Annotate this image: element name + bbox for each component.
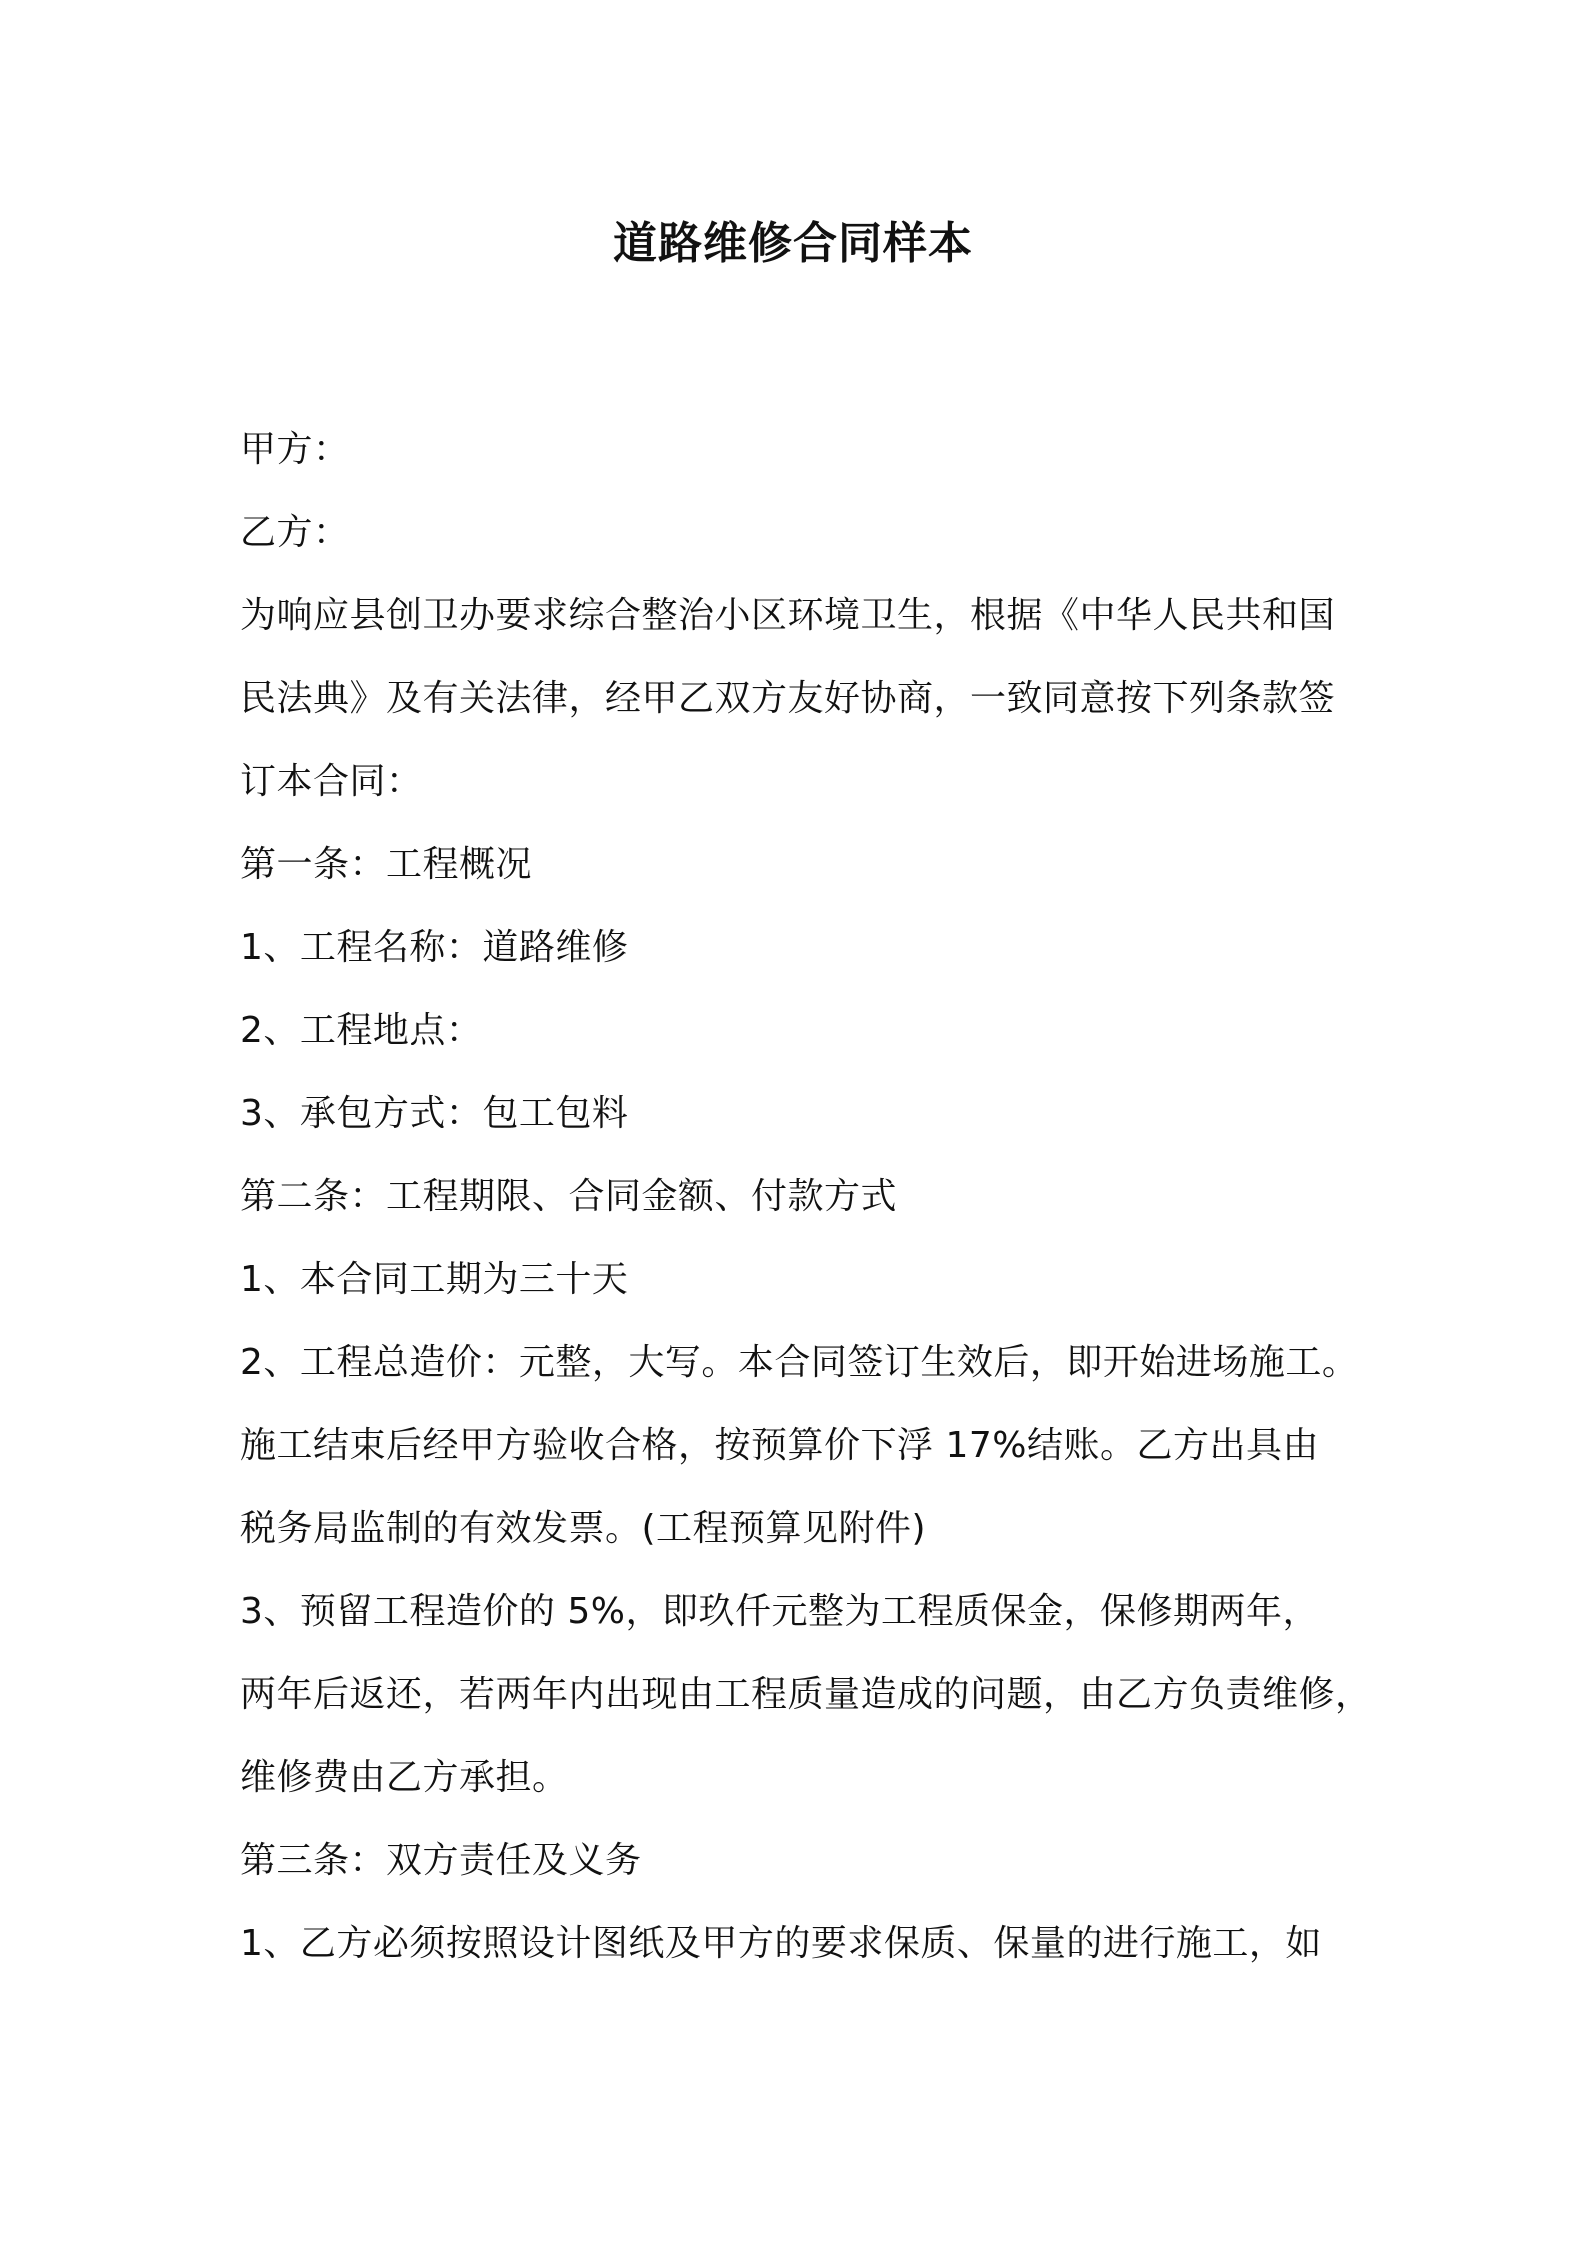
- preamble-line: 为响应县创卫办要求综合整治小区环境卫生，根据《中华人民共和国: [240, 595, 1336, 636]
- article-heading: 第二条：工程期限、合同金额、付款方式: [240, 1176, 898, 1217]
- clause-line: 施工结束后经甲方验收合格，按预算价下浮 17%结账。乙方出具由: [240, 1425, 1319, 1466]
- clause-line: 维修费由乙方承担。: [240, 1757, 569, 1798]
- clause-line: 1、本合同工期为三十天: [240, 1259, 629, 1300]
- preamble-line: 订本合同：: [240, 761, 423, 802]
- party-b-line: 乙方：: [240, 512, 350, 553]
- clause-line: 3、预留工程造价的 5%，即玖仟元整为工程质保金，保修期两年，: [240, 1591, 1319, 1632]
- clause-line: 税务局监制的有效发票。(工程预算见附件): [240, 1508, 927, 1549]
- clause-line: 1、乙方必须按照设计图纸及甲方的要求保质、保量的进行施工，如: [240, 1923, 1322, 1964]
- clause-line: 3、承包方式：包工包料: [240, 1093, 629, 1134]
- article-heading: 第一条：工程概况: [240, 844, 533, 885]
- preamble-line: 民法典》及有关法律，经甲乙双方友好协商，一致同意按下列条款签: [240, 678, 1336, 719]
- document-title: 道路维修合同样本: [613, 218, 973, 269]
- clause-line: 2、工程地点：: [240, 1010, 483, 1051]
- article-heading: 第三条：双方责任及义务: [240, 1840, 642, 1881]
- clause-line: 2、工程总造价：元整，大写。本合同签订生效后，即开始进场施工。: [240, 1342, 1359, 1383]
- clause-line: 两年后返还，若两年内出现由工程质量造成的问题，由乙方负责维修，: [240, 1674, 1372, 1715]
- party-a-line: 甲方：: [240, 429, 350, 470]
- document-body: [240, 408, 1372, 1985]
- clause-line: 1、工程名称：道路维修: [240, 927, 629, 968]
